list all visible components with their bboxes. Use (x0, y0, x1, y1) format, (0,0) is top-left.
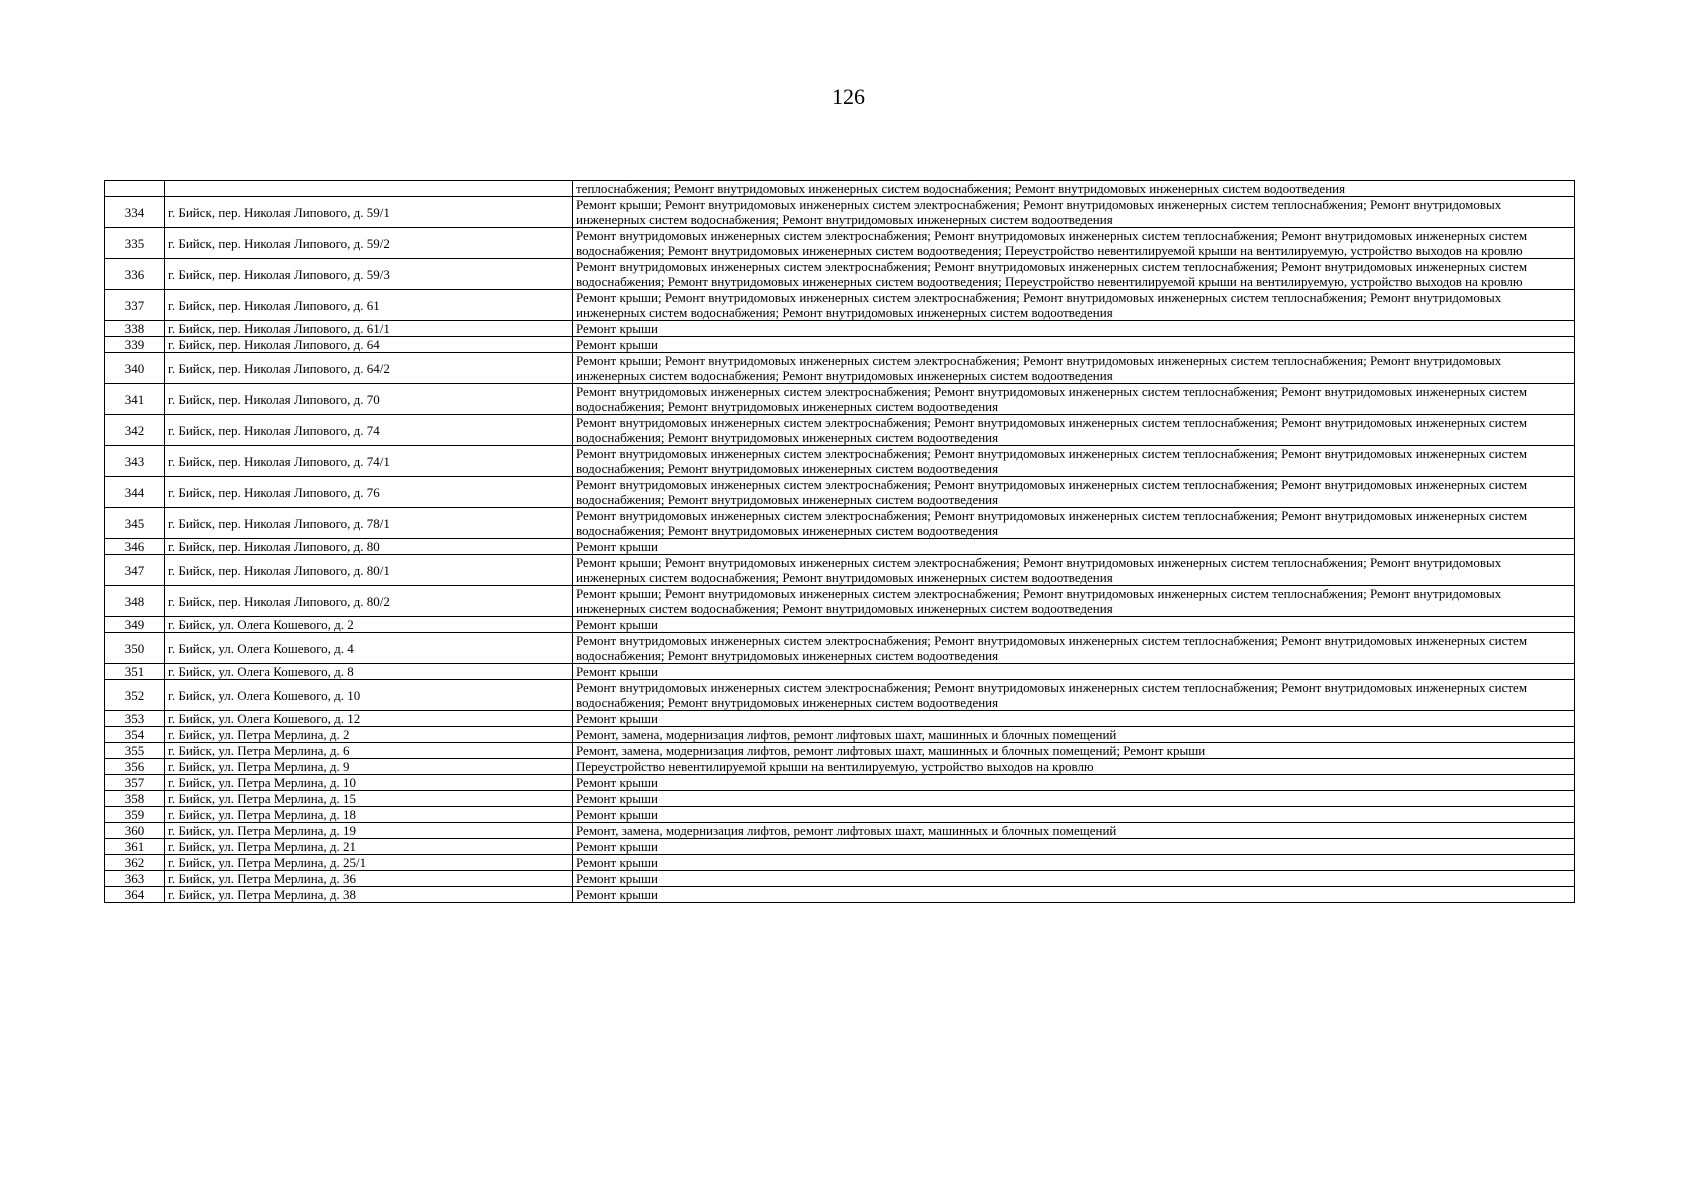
table-row (105, 384, 1575, 415)
address-cell: г. Бийск, ул. Олега Кошевого, д. 12 (165, 711, 573, 727)
address-cell: г. Бийск, пер. Николая Липового, д. 80 (165, 539, 573, 555)
table-row (105, 759, 1575, 775)
table-row (105, 887, 1575, 903)
table-row (105, 775, 1575, 791)
works-cell: Ремонт крыши (573, 871, 1575, 887)
address-cell: г. Бийск, пер. Николая Липового, д. 80/1 (165, 555, 573, 586)
row-number-cell: 353 (105, 711, 165, 727)
works-cell: Ремонт внутридомовых инженерных систем электроснабжения; Ремонт внутридомовых инженерных систем теплоснабжения; Ремонт внутридомовых инженерных систем водоснабжения; Ремонт внутридомовых инженерных систем водоотведения (573, 508, 1575, 539)
address-cell: г. Бийск, пер. Николая Липового, д. 59/2 (165, 228, 573, 259)
works-cell: Ремонт, замена, модернизация лифтов, ремонт лифтовых шахт, машинных и блочных помещений; Ремонт крыши (573, 743, 1575, 759)
table-row (105, 633, 1575, 664)
address-cell: г. Бийск, ул. Олега Кошевого, д. 10 (165, 680, 573, 711)
row-number-cell: 339 (105, 337, 165, 353)
address-cell: г. Бийск, пер. Николая Липового, д. 61 (165, 290, 573, 321)
address-cell: г. Бийск, пер. Николая Липового, д. 76 (165, 477, 573, 508)
works-cell: Ремонт крыши (573, 855, 1575, 871)
address-cell: г. Бийск, ул. Петра Мерлина, д. 25/1 (165, 855, 573, 871)
row-number-cell: 341 (105, 384, 165, 415)
address-cell: г. Бийск, пер. Николая Липового, д. 64 (165, 337, 573, 353)
works-cell: Ремонт внутридомовых инженерных систем электроснабжения; Ремонт внутридомовых инженерных систем теплоснабжения; Ремонт внутридомовых инженерных систем водоснабжения; Ремонт внутридомовых инженерных систем водоотведения; Переустройство невентилируемой крыши на вентилируемую, устройство выходов на кровлю (573, 259, 1575, 290)
row-number-cell: 347 (105, 555, 165, 586)
row-number-cell: 336 (105, 259, 165, 290)
works-cell: Ремонт крыши (573, 337, 1575, 353)
row-number-cell: 361 (105, 839, 165, 855)
works-cell: Ремонт внутридомовых инженерных систем электроснабжения; Ремонт внутридомовых инженерных систем теплоснабжения; Ремонт внутридомовых инженерных систем водоснабжения; Ремонт внутридомовых инженерных систем водоотведения (573, 415, 1575, 446)
works-cell: Ремонт крыши (573, 321, 1575, 337)
table-row (105, 197, 1575, 228)
works-cell: Ремонт крыши (573, 664, 1575, 680)
table-body (105, 181, 1575, 903)
works-cell: Ремонт внутридомовых инженерных систем электроснабжения; Ремонт внутридомовых инженерных систем теплоснабжения; Ремонт внутридомовых инженерных систем водоснабжения; Ремонт внутридомовых инженерных систем водоотведения (573, 384, 1575, 415)
table-row (105, 807, 1575, 823)
address-cell: г. Бийск, ул. Петра Мерлина, д. 15 (165, 791, 573, 807)
address-cell: г. Бийск, пер. Николая Липового, д. 80/2 (165, 586, 573, 617)
address-cell: г. Бийск, ул. Олега Кошевого, д. 2 (165, 617, 573, 633)
works-cell: Ремонт внутридомовых инженерных систем электроснабжения; Ремонт внутридомовых инженерных систем теплоснабжения; Ремонт внутридомовых инженерных систем водоснабжения; Ремонт внутридомовых инженерных систем водоотведения (573, 633, 1575, 664)
row-number-cell: 358 (105, 791, 165, 807)
table-row (105, 477, 1575, 508)
address-cell: г. Бийск, ул. Олега Кошевого, д. 4 (165, 633, 573, 664)
works-cell: Ремонт крыши (573, 807, 1575, 823)
address-cell: г. Бийск, пер. Николая Липового, д. 59/1 (165, 197, 573, 228)
row-number-cell: 348 (105, 586, 165, 617)
row-number-cell: 335 (105, 228, 165, 259)
row-number-cell: 345 (105, 508, 165, 539)
row-number-cell: 346 (105, 539, 165, 555)
works-cell: Ремонт крыши (573, 839, 1575, 855)
address-cell: г. Бийск, пер. Николая Липового, д. 70 (165, 384, 573, 415)
table-row (105, 711, 1575, 727)
address-cell: г. Бийск, ул. Петра Мерлина, д. 21 (165, 839, 573, 855)
table-row (105, 791, 1575, 807)
row-number-cell: 354 (105, 727, 165, 743)
table-row (105, 586, 1575, 617)
works-cell: Ремонт крыши (573, 617, 1575, 633)
works-cell: Ремонт крыши (573, 887, 1575, 903)
works-cell: Ремонт крыши (573, 711, 1575, 727)
address-cell: г. Бийск, пер. Николая Липового, д. 74/1 (165, 446, 573, 477)
row-number-cell: 359 (105, 807, 165, 823)
table-row (105, 823, 1575, 839)
row-number-cell: 363 (105, 871, 165, 887)
address-cell: г. Бийск, ул. Петра Мерлина, д. 36 (165, 871, 573, 887)
table-row (105, 508, 1575, 539)
row-number-cell: 351 (105, 664, 165, 680)
address-cell: г. Бийск, ул. Петра Мерлина, д. 38 (165, 887, 573, 903)
row-number-cell: 356 (105, 759, 165, 775)
row-number-cell: 362 (105, 855, 165, 871)
table-row (105, 446, 1575, 477)
table-row (105, 353, 1575, 384)
address-cell: г. Бийск, пер. Николая Липового, д. 64/2 (165, 353, 573, 384)
address-cell: г. Бийск, пер. Николая Липового, д. 61/1 (165, 321, 573, 337)
works-cell: Ремонт, замена, модернизация лифтов, ремонт лифтовых шахт, машинных и блочных помещений (573, 823, 1575, 839)
continuation-address-cell (165, 181, 573, 197)
row-number-cell: 342 (105, 415, 165, 446)
works-cell: Переустройство невентилируемой крыши на вентилируемую, устройство выходов на кровлю (573, 759, 1575, 775)
row-number-cell: 340 (105, 353, 165, 384)
table-row (105, 337, 1575, 353)
continuation-row (105, 181, 1575, 197)
table-row (105, 727, 1575, 743)
address-cell: г. Бийск, ул. Петра Мерлина, д. 19 (165, 823, 573, 839)
works-cell: Ремонт крыши; Ремонт внутридомовых инженерных систем электроснабжения; Ремонт внутридомовых инженерных систем теплоснабжения; Ремонт внутридомовых инженерных систем водоснабжения; Ремонт внутридомовых инженерных систем водоотведения (573, 353, 1575, 384)
row-number-cell: 344 (105, 477, 165, 508)
table-row (105, 290, 1575, 321)
address-cell: г. Бийск, ул. Петра Мерлина, д. 6 (165, 743, 573, 759)
works-cell: Ремонт крыши (573, 539, 1575, 555)
row-number-cell: 338 (105, 321, 165, 337)
row-number-cell: 352 (105, 680, 165, 711)
works-cell: Ремонт, замена, модернизация лифтов, ремонт лифтовых шахт, машинных и блочных помещений (573, 727, 1575, 743)
address-cell: г. Бийск, ул. Олега Кошевого, д. 8 (165, 664, 573, 680)
address-cell: г. Бийск, пер. Николая Липового, д. 59/3 (165, 259, 573, 290)
table-row (105, 855, 1575, 871)
table-row (105, 871, 1575, 887)
works-cell: Ремонт крыши; Ремонт внутридомовых инженерных систем электроснабжения; Ремонт внутридомовых инженерных систем теплоснабжения; Ремонт внутридомовых инженерных систем водоснабжения; Ремонт внутридомовых инженерных систем водоотведения (573, 290, 1575, 321)
address-cell: г. Бийск, пер. Николая Липового, д. 74 (165, 415, 573, 446)
table-row (105, 743, 1575, 759)
address-cell: г. Бийск, ул. Петра Мерлина, д. 9 (165, 759, 573, 775)
row-number-cell: 357 (105, 775, 165, 791)
table-row (105, 539, 1575, 555)
row-number-cell: 355 (105, 743, 165, 759)
table-row (105, 228, 1575, 259)
table-row (105, 415, 1575, 446)
row-number-cell: 349 (105, 617, 165, 633)
works-cell: Ремонт крыши (573, 791, 1575, 807)
table-row (105, 664, 1575, 680)
table-row (105, 839, 1575, 855)
table-row (105, 259, 1575, 290)
address-cell: г. Бийск, пер. Николая Липового, д. 78/1 (165, 508, 573, 539)
address-cell: г. Бийск, ул. Петра Мерлина, д. 2 (165, 727, 573, 743)
table-row (105, 555, 1575, 586)
works-cell: Ремонт внутридомовых инженерных систем электроснабжения; Ремонт внутридомовых инженерных систем теплоснабжения; Ремонт внутридомовых инженерных систем водоснабжения; Ремонт внутридомовых инженерных систем водоотведения; Переустройство невентилируемой крыши на вентилируемую, устройство выходов на кровлю (573, 228, 1575, 259)
works-cell: Ремонт крыши; Ремонт внутридомовых инженерных систем электроснабжения; Ремонт внутридомовых инженерных систем теплоснабжения; Ремонт внутридомовых инженерных систем водоснабжения; Ремонт внутридомовых инженерных систем водоотведения (573, 586, 1575, 617)
works-cell: Ремонт крыши (573, 775, 1575, 791)
continuation-works-cell: теплоснабжения; Ремонт внутридомовых инженерных систем водоснабжения; Ремонт внутридомовых инженерных систем водоотведения (573, 181, 1575, 197)
repair-register-table (104, 180, 1575, 903)
page-number: 126 (832, 84, 865, 109)
address-cell: г. Бийск, ул. Петра Мерлина, д. 18 (165, 807, 573, 823)
table-row (105, 617, 1575, 633)
row-number-cell: 350 (105, 633, 165, 664)
address-cell: г. Бийск, ул. Петра Мерлина, д. 10 (165, 775, 573, 791)
works-cell: Ремонт крыши; Ремонт внутридомовых инженерных систем электроснабжения; Ремонт внутридомовых инженерных систем теплоснабжения; Ремонт внутридомовых инженерных систем водоснабжения; Ремонт внутридомовых инженерных систем водоотведения (573, 555, 1575, 586)
works-cell: Ремонт крыши; Ремонт внутридомовых инженерных систем электроснабжения; Ремонт внутридомовых инженерных систем теплоснабжения; Ремонт внутридомовых инженерных систем водоснабжения; Ремонт внутридомовых инженерных систем водоотведения (573, 197, 1575, 228)
works-cell: Ремонт внутридомовых инженерных систем электроснабжения; Ремонт внутридомовых инженерных систем теплоснабжения; Ремонт внутридомовых инженерных систем водоснабжения; Ремонт внутридомовых инженерных систем водоотведения (573, 680, 1575, 711)
works-cell: Ремонт внутридомовых инженерных систем электроснабжения; Ремонт внутридомовых инженерных систем теплоснабжения; Ремонт внутридомовых инженерных систем водоснабжения; Ремонт внутридомовых инженерных систем водоотведения (573, 477, 1575, 508)
row-number-cell: 360 (105, 823, 165, 839)
row-number-cell: 364 (105, 887, 165, 903)
continuation-num-cell (105, 181, 165, 197)
row-number-cell: 334 (105, 197, 165, 228)
table-row (105, 321, 1575, 337)
table-row (105, 680, 1575, 711)
row-number-cell: 343 (105, 446, 165, 477)
works-cell: Ремонт внутридомовых инженерных систем электроснабжения; Ремонт внутридомовых инженерных систем теплоснабжения; Ремонт внутридомовых инженерных систем водоснабжения; Ремонт внутридомовых инженерных систем водоотведения (573, 446, 1575, 477)
row-number-cell: 337 (105, 290, 165, 321)
